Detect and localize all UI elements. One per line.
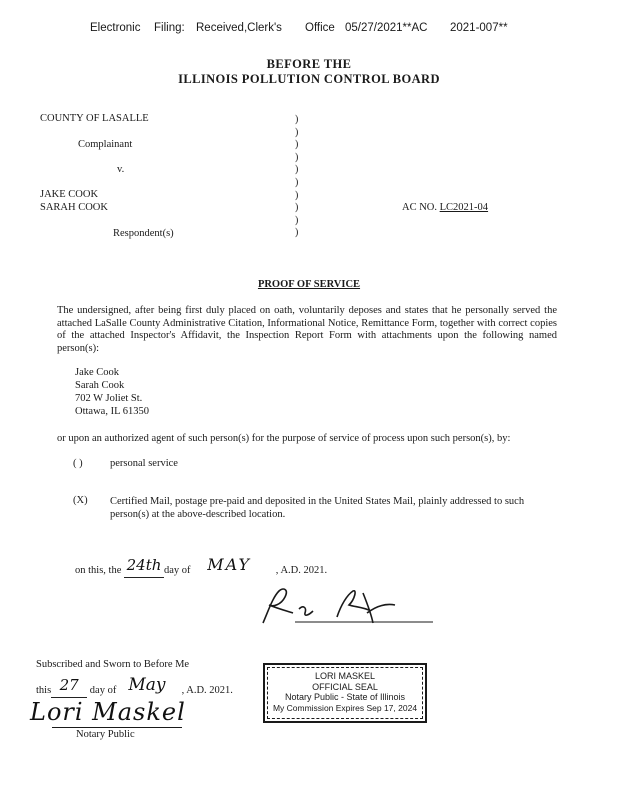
personal-service-checkbox: ( ) bbox=[73, 458, 83, 469]
caption-bracket: ) bbox=[295, 114, 299, 125]
caption-bracket: ) bbox=[295, 214, 299, 226]
caption-bracket: ) bbox=[295, 227, 299, 239]
certified-mail-label: Certified Mail, postage pre-paid and deposited in the United States Mail, plainly addressed to such person(s) at the above-described location. bbox=[110, 496, 525, 520]
filing-header-case-ref: 2021-007** bbox=[450, 22, 508, 34]
sworn-year: , A.D. 2021. bbox=[181, 685, 233, 696]
service-date-prefix: on this, the bbox=[75, 565, 122, 576]
notary-public-label: Notary Public bbox=[76, 729, 135, 740]
ac-number-label: AC NO. bbox=[402, 202, 438, 213]
sworn-date-line bbox=[36, 675, 233, 699]
service-date-year: , A.D. 2021. bbox=[275, 565, 328, 576]
proof-of-service-title: PROOF OF SERVICE bbox=[257, 279, 361, 290]
board-title-line1: BEFORE THE bbox=[266, 57, 352, 71]
personal-service-label: personal service bbox=[110, 458, 178, 469]
intro-paragraph: The undersigned, after being first duly placed on oath, voluntarily deposes and states that he personally served the attached LaSalle County Administrative Citation, Informational Notice, Remittance Form, together with correct copies of the attached Inspector's Affidavit, the Inspection Report Form with attachments upon the following named person(s): bbox=[57, 305, 557, 354]
service-month-handwritten: MAY bbox=[207, 555, 252, 574]
complainant-name: COUNTY OF LASALLE bbox=[40, 113, 149, 124]
filing-header-date: 05/27/2021**AC bbox=[345, 22, 428, 34]
filing-header-office: Office bbox=[305, 22, 335, 34]
sworn-this: this bbox=[36, 685, 52, 696]
address-name-2: Sarah Cook bbox=[75, 380, 125, 391]
caption-bracket: ) bbox=[295, 126, 299, 138]
seal-state: Notary Public - State of Illinois bbox=[284, 692, 406, 702]
caption-bracket: ) bbox=[295, 202, 299, 214]
seal-commission: My Commission Expires Sep 17, 2024 bbox=[272, 702, 418, 713]
service-month-blank bbox=[193, 555, 265, 578]
seal-name: LORI MASKEL bbox=[314, 671, 376, 681]
caption-bracket: ) bbox=[295, 176, 299, 188]
agent-sentence: or upon an authorized agent of such person(s) for the purpose of service of process upon such person(s), by: bbox=[57, 433, 511, 444]
address-street: 702 W Joliet St. bbox=[75, 393, 143, 404]
caption-bracket: ) bbox=[295, 139, 299, 151]
service-date-line bbox=[75, 555, 328, 578]
ac-number bbox=[402, 202, 488, 213]
sworn-month-handwritten: May bbox=[128, 675, 166, 695]
caption-bracket: ) bbox=[295, 164, 299, 176]
notary-signature: Lori Maskel bbox=[30, 698, 186, 726]
seal-official: OFFICIAL SEAL bbox=[312, 681, 378, 692]
respondent-name-1: JAKE COOK bbox=[40, 189, 99, 200]
filing-header-filing: Filing: bbox=[154, 22, 185, 34]
service-day-handwritten: 24th bbox=[126, 556, 162, 574]
notary-signature-line bbox=[52, 727, 182, 728]
notary-seal bbox=[263, 663, 427, 723]
address-name-1: Jake Cook bbox=[75, 367, 120, 378]
sworn-day-of: day of bbox=[89, 685, 117, 696]
notary-seal-text bbox=[265, 671, 425, 713]
board-title-line2: ILLINOIS POLLUTION CONTROL BOARD bbox=[178, 72, 440, 86]
sworn-day-blank bbox=[51, 676, 87, 698]
address-city: Ottawa, IL 61350 bbox=[75, 406, 149, 417]
caption-brackets bbox=[295, 114, 298, 240]
caption-bracket: ) bbox=[295, 189, 299, 201]
filing-header-electronic: Electronic bbox=[90, 22, 141, 34]
caption-bracket: ) bbox=[295, 151, 299, 163]
versus-label: v. bbox=[117, 164, 125, 175]
filing-header-received: Received,Clerk's bbox=[196, 22, 282, 34]
sworn-day-handwritten: 27 bbox=[59, 676, 79, 694]
service-address bbox=[75, 366, 149, 418]
complainant-label: Complainant bbox=[78, 139, 133, 150]
service-day-blank bbox=[124, 556, 164, 578]
respondent-name-2: SARAH COOK bbox=[40, 202, 108, 213]
sworn-month-blank bbox=[119, 675, 175, 699]
server-signature bbox=[255, 583, 435, 628]
ac-number-value: LC2021-04 bbox=[439, 202, 489, 213]
respondent-label: Respondent(s) bbox=[113, 228, 174, 239]
service-date-day-of: day of bbox=[164, 565, 191, 576]
sworn-line: Subscribed and Sworn to Before Me bbox=[36, 659, 190, 670]
certified-mail-checkbox: (X) bbox=[73, 495, 88, 506]
